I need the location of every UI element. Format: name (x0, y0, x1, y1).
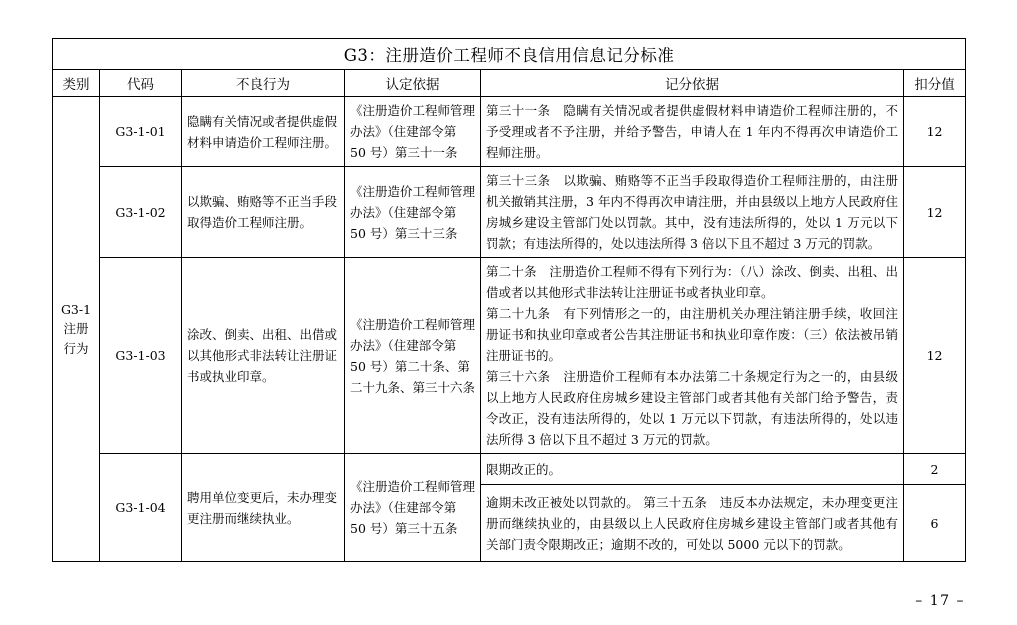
row-scoring-basis (481, 258, 904, 454)
table-row (53, 258, 966, 454)
row-scoring-basis: 第三十三条 以欺骗、贿赂等不正当手段取得造价工程师注册的，由注册机关撤销其注册，3 年内不得再次申请注册，并由县级以上地方人民政府住房城乡建设主管部门处以罚款。其中，没有违法所得的，处以 1 万元以下罚款；有违法所得的，处以违法所得 3 倍以下且不超过 3 万元的罚款。 (481, 167, 904, 258)
row-code: G3-1-03 (100, 258, 182, 454)
table-title: G3：注册造价工程师不良信用信息记分标准 (53, 39, 966, 70)
category-line: G3-1 (60, 301, 92, 317)
table-title-row (53, 39, 966, 70)
row-basis: 《注册造价工程师管理办法》（住建部令第 50 号）第三十一条 (345, 97, 481, 167)
row-behavior: 涂改、倒卖、出租、出借或以其他形式非法转让注册证书或执业印章。 (182, 258, 345, 454)
row-deduction: 2 (904, 454, 966, 485)
table-row (53, 97, 966, 167)
row-scoring-basis: 第三十一条 隐瞒有关情况或者提供虚假材料申请造价工程师注册的，不予受理或者不予注册，并给予警告，申请人在 1 年内不得再次申请造价工程师注册。 (481, 97, 904, 167)
row-behavior: 聘用单位变更后，未办理变更注册而继续执业。 (182, 454, 345, 562)
column-header-behavior: 不良行为 (182, 70, 345, 97)
row-behavior: 隐瞒有关情况或者提供虚假材料申请造价工程师注册。 (182, 97, 345, 167)
row-basis: 《注册造价工程师管理办法》（住建部令第 50 号）第三十三条 (345, 167, 481, 258)
row-deduction: 12 (904, 258, 966, 454)
credit-scoring-table (52, 38, 966, 562)
row-scoring-basis: 限期改正的。 (481, 454, 904, 485)
row-basis: 《注册造价工程师管理办法》（住建部令第 50 号）第二十条、第二十九条、第三十六条 (345, 258, 481, 454)
row-code: G3-1-01 (100, 97, 182, 167)
column-header-deduction: 扣分值 (904, 70, 966, 97)
table-row (53, 454, 966, 485)
row-code: G3-1-02 (100, 167, 182, 258)
row-deduction: 6 (904, 485, 966, 562)
rule-paragraph: 第二十条 注册造价工程师不得有下列行为：（八）涂改、倒卖、出租、出借或者以其他形式非法转让注册证书或者执业印章。 (486, 264, 898, 300)
category-line: 注册 (63, 321, 89, 337)
row-behavior: 以欺骗、贿赂等不正当手段取得造价工程师注册。 (182, 167, 345, 258)
rule-paragraph: 第二十九条 有下列情形之一的，由注册机关办理注销注册手续，收回注册证书和执业印章或者公告其注册证书和执业印章作废：（三）依法被吊销注册证书的。 (486, 306, 898, 363)
category-line: 行为 (63, 340, 89, 356)
column-header-basis: 认定依据 (345, 70, 481, 97)
column-header-code: 代码 (100, 70, 182, 97)
column-header-scoring-basis: 记分依据 (481, 70, 904, 97)
row-basis: 《注册造价工程师管理办法》（住建部令第 50 号）第三十五条 (345, 454, 481, 562)
row-scoring-basis: 逾期未改正被处以罚款的。 第三十五条 违反本办法规定，未办理变更注册而继续执业的，由县级以上人民政府住房城乡建设主管部门或者其他有关部门责令限期改正；逾期不改的，可处以 5000 元以下的罚款。 (481, 485, 904, 562)
row-code: G3-1-04 (100, 454, 182, 562)
row-deduction: 12 (904, 167, 966, 258)
category-cell (53, 97, 100, 562)
table-header-row (53, 70, 966, 97)
row-deduction: 12 (904, 97, 966, 167)
table-row (53, 167, 966, 258)
page-number: – 17 – (915, 593, 965, 609)
column-header-category: 类别 (53, 70, 100, 97)
rule-paragraph: 第三十六条 注册造价工程师有本办法第二十条规定行为之一的，由县级以上地方人民政府住房城乡建设主管部门或者其他有关部门给予警告，责令改正，没有违法所得的，处以 1 万元以下罚款，有违法所得的，处以违法所得 3 倍以下且不超过 3 万元的罚款。 (486, 369, 898, 447)
